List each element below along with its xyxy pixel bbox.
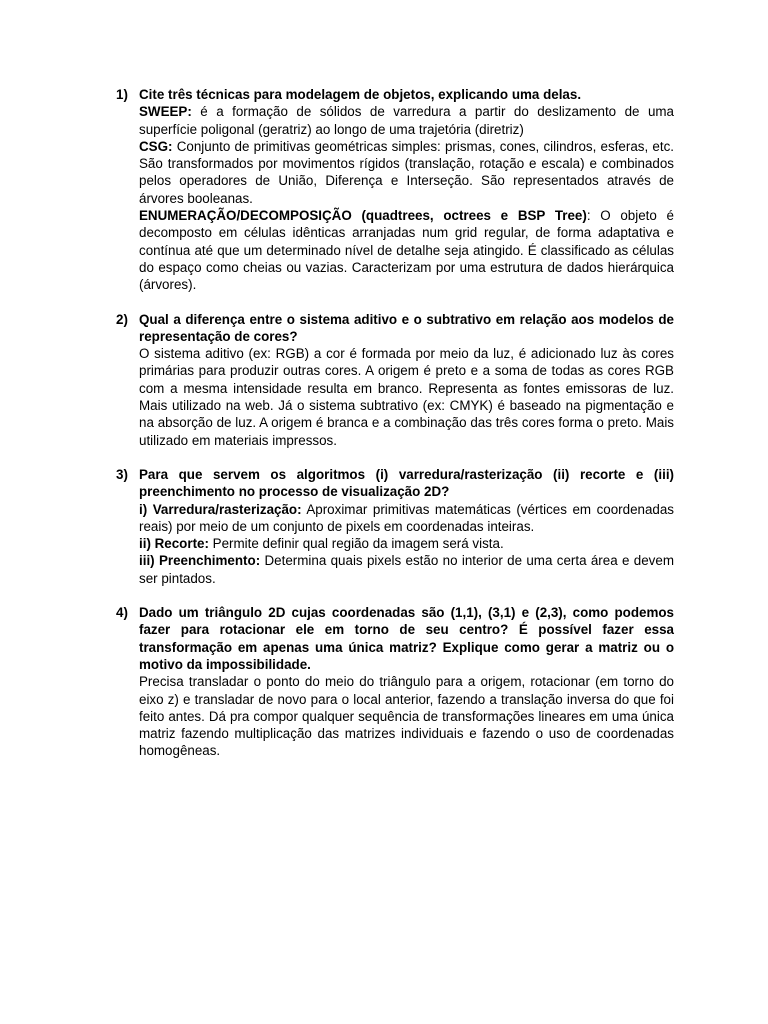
question-text: Qual a diferença entre o sistema aditivo e o subtrativo em relação aos modelos de representação de cores?	[139, 311, 674, 344]
answer-term: ii) Recorte:	[139, 536, 209, 552]
answer-paragraph	[139, 207, 674, 293]
answer-paragraph	[139, 535, 674, 552]
answer-paragraph	[139, 501, 674, 536]
question-number: 4)	[116, 605, 128, 621]
answer-term: CSG:	[139, 138, 173, 154]
question-text: Cite três técnicas para modelagem de objetos, explicando uma delas.	[139, 87, 582, 102]
question-4	[116, 604, 674, 760]
answer-term: ENUMERAÇÃO/DECOMPOSIÇÃO (quadtrees, octrees e BSP Tree)	[139, 208, 587, 224]
answer-text: Aproximar primitivas matemáticas (vértices em coordenadas reais) por meio de um conjunto de pixels em coordenadas inteiras.	[139, 501, 675, 534]
question-2	[116, 311, 674, 449]
question-text: Dado um triângulo 2D cujas coordenadas são (1,1), (3,1) e (2,3), como podemos fazer para rotacionar ele em torno de seu centro? É possível fazer essa transformação em apenas uma única matriz? Explique como gerar a matriz ou o motivo da impossibilidade.	[139, 605, 674, 672]
answer-term: i) Varredura/rasterização:	[139, 501, 302, 517]
question-number: 3)	[116, 466, 128, 482]
answer-term: iii) Preenchimento:	[139, 553, 261, 569]
question-text: Para que servem os algoritmos (i) varredura/rasterização (ii) recorte e (iii) preenchimento no processo de visualização 2D?	[139, 466, 674, 500]
answer-paragraph	[139, 673, 674, 759]
answer-term: SWEEP:	[139, 104, 192, 120]
answer-text: : O objeto é decomposto em células idênticas arranjadas num grid regular, de forma adaptativa e contínua até que um determinado nível de detalhe seja atingido. É classificado as células do espaço como cheias ou vazias. Caracterizam por uma estrutura de dados hierárquica (árvores).	[139, 208, 674, 293]
answer-text: O sistema aditivo (ex: RGB) a cor é formada por meio da luz, é adicionado luz às cores primárias para produzir outras cores. A origem é preto e a soma de todas as cores RGB com a mesma intensidade resulta em branco. Representa as fontes emissoras de luz. Mais utilizado na web. Já o sistema subtrativo (ex: CMYK) é baseado na pigmentação e na absorção de luz. A origem é branca e a combinação das três cores forma o preto. Mais utilizado em materiais impressos.	[139, 346, 674, 448]
question-1	[116, 86, 674, 294]
answer-paragraph	[139, 138, 674, 207]
question-3	[116, 466, 674, 587]
answer-text: Conjunto de primitivas geométricas simples: prismas, cones, cilindros, esferas, etc. São transformados por movimentos rígidos (translação, rotação e escala) e combinados pelos operadores de União, Diferença e Interseção. São representados através de árvores booleanas.	[139, 138, 674, 206]
answer-text: é a formação de sólidos de varredura a partir do deslizamento de uma superfície poligonal (geratriz) ao longo de uma trajetória (diretriz)	[139, 104, 674, 137]
answer-paragraph	[139, 103, 674, 138]
answer-text: Precisa transladar o ponto do meio do triângulo para a origem, rotacionar (em torno do eixo z) e transladar de novo para o local anterior, fazendo a translação inversa do que foi feito antes. Dá pra compor qualquer sequência de transformações lineares em uma única matriz fazendo multiplicação das matrizes individuais e fazendo o uso de coordenadas homogêneas.	[139, 674, 674, 759]
answer-paragraph	[139, 552, 674, 587]
answer-text: Permite definir qual região da imagem será vista.	[208, 536, 504, 552]
answer-text: Determina quais pixels estão no interior de uma certa área e devem ser pintados.	[139, 553, 674, 586]
question-number: 1)	[116, 87, 128, 102]
answer-paragraph	[139, 345, 674, 449]
question-number: 2)	[116, 311, 128, 327]
